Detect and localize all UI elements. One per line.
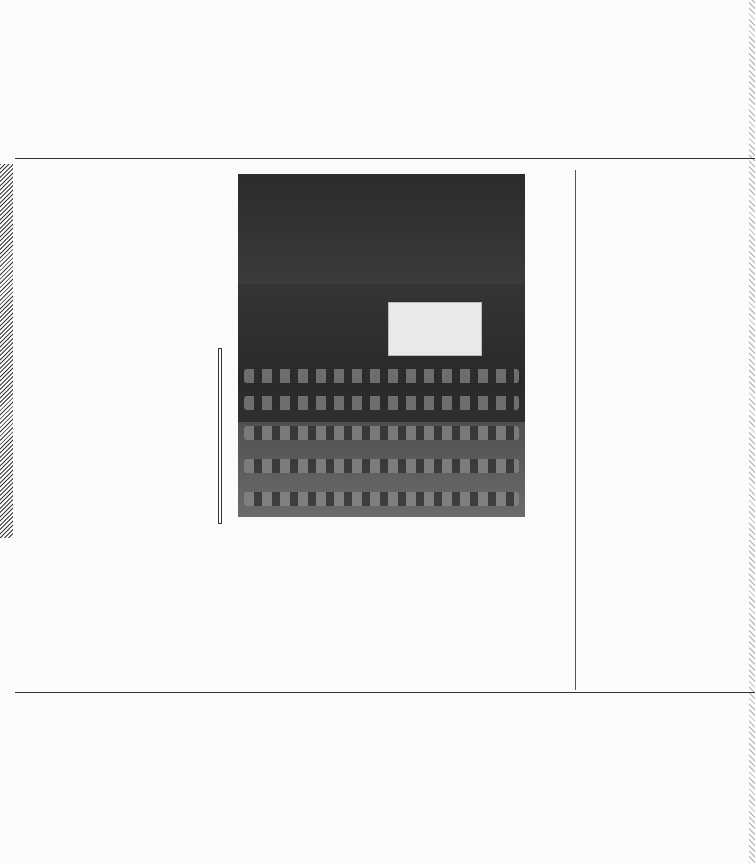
column-divider — [575, 170, 576, 690]
audience-row — [244, 369, 519, 383]
middle-rule — [15, 692, 755, 693]
audience-row — [244, 396, 519, 410]
article-body-bottom — [40, 698, 740, 860]
symposium-photo — [238, 174, 525, 517]
page-edge-shadow — [749, 0, 755, 863]
newspaper-masthead — [212, 2, 542, 30]
article-body-top-left — [18, 170, 218, 515]
top-rule — [15, 158, 755, 159]
photo-caption — [218, 348, 222, 524]
section-hatch-bar — [0, 164, 13, 538]
photo-wall — [238, 174, 525, 284]
audience-row — [244, 426, 519, 440]
projection-screen — [388, 302, 482, 356]
audience-row — [244, 459, 519, 473]
dateline — [345, 58, 750, 76]
audience-row — [244, 492, 519, 506]
